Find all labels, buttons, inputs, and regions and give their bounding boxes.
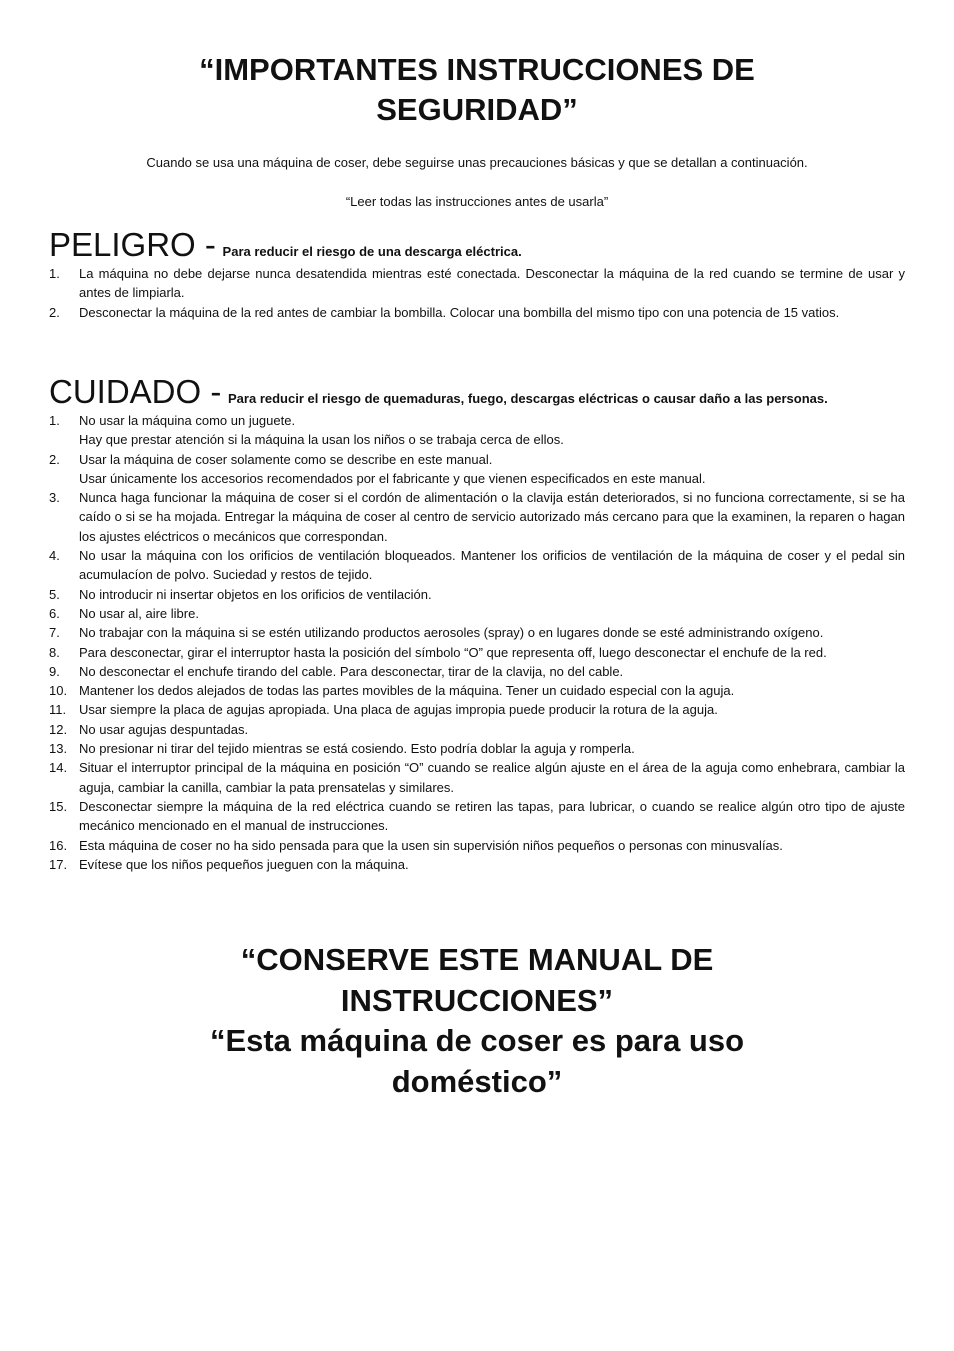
list-item-number: 2. [49, 451, 60, 467]
list-item-line: Desconectar siempre la máquina de la red eléctrica cuando se retiren las tapas, para lubricar, o cuando se realice algún otro tipo de ajuste mecánico mencionado en el manual de instrucciones. [79, 798, 905, 834]
list-item-text [79, 303, 905, 322]
list-item-line: Situar el interruptor principal de la máquina en posición “O” cuando se realice algún ajuste en el área de la aguja como enhebrara, cambiar la aguja, cambiar la canilla, cambiar la pata prensatelas y similares. [79, 760, 905, 795]
list-item-number: 10. [49, 683, 68, 699]
page-title-line: “IMPORTANTES INSTRUCCIONES DE [199, 52, 755, 87]
list-item-text [79, 720, 905, 739]
list-item-text [79, 411, 905, 450]
list-item-number: 17. [49, 856, 68, 872]
list-item-text [79, 855, 905, 874]
list-item [49, 739, 905, 758]
list-item [49, 758, 905, 797]
list-item [49, 546, 905, 585]
list-item-line: No usar la máquina como un juguete. [79, 413, 296, 428]
list-item-line: No usar la máquina con los orificios de ventilación bloqueados. Mantener los orificios de ventilación de la máquina de coser y el pedal sin acumulacíon de polvo. Suciedad y restos de tejido. [79, 548, 905, 583]
list-item [49, 662, 905, 681]
list-item-number: 1. [49, 413, 60, 428]
list-item [49, 855, 905, 874]
list-item-line: No trabajar con la máquina si se estén utilizando productos aerosoles (spray) o en lugares donde se esté administrando oxígeno. [79, 625, 824, 641]
page-title-line: SEGURIDAD” [376, 92, 578, 127]
list-item-number: 8. [49, 644, 60, 660]
intro-quote: “Leer todas las instrucciones antes de usarla” [345, 194, 609, 209]
list-item-number: 4. [49, 548, 60, 564]
list-item-text [79, 662, 905, 681]
list-item-number: 7. [49, 625, 60, 641]
list-item-text [79, 604, 905, 623]
list-item-text [79, 836, 905, 855]
list-item-text [79, 681, 905, 700]
list-item-line: No usar al, aire libre. [79, 605, 199, 621]
list-item-text [79, 264, 905, 303]
list-item-number: 9. [49, 663, 60, 679]
cuidado-heading-label: CUIDADO - [49, 373, 222, 410]
list-item-line: Mantener los dedos alejados de todas las partes movibles de la máquina. Tener un cuidado especial con la aguja. [79, 683, 735, 699]
list-item [49, 700, 905, 719]
peligro-section [49, 226, 905, 322]
closing-notice [0, 940, 954, 1102]
closing-line: doméstico” [391, 1063, 563, 1099]
list-item-number: 6. [49, 605, 60, 621]
peligro-heading-subtitle: Para reducir el riesgo de una descarga eléctrica. [222, 244, 522, 259]
list-item-line: Esta máquina de coser no ha sido pensada para que la usen sin supervisión niños pequeños o personas con minusvalías. [79, 837, 783, 853]
list-item-line: No desconectar el enchufe tirando del cable. Para desconectar, tirar de la clavija, no del cable. [79, 663, 624, 679]
list-item [49, 411, 905, 450]
peligro-list [49, 264, 905, 322]
list-item [49, 623, 905, 642]
list-item-line: No introducir ni insertar objetos en los orificios de ventilación. [79, 586, 432, 602]
list-item [49, 643, 905, 662]
list-item-line: No presionar ni tirar del tejido mientras se está cosiendo. Esto podría doblar la aguja y romperla. [79, 741, 635, 757]
list-item [49, 681, 905, 700]
list-item-number: 16. [49, 837, 68, 853]
list-item-line: Evítese que los niños pequeños jueguen con la máquina. [79, 856, 409, 872]
list-item-text [79, 643, 905, 662]
list-item [49, 797, 905, 836]
list-item-text [79, 700, 905, 719]
cuidado-heading [49, 373, 905, 411]
list-item-number: 11. [49, 702, 67, 718]
list-item-number: 12. [49, 721, 68, 737]
list-item-line: No usar agujas despuntadas. [79, 721, 249, 737]
list-item-text [79, 488, 905, 546]
list-item-text [79, 623, 905, 642]
peligro-heading [49, 226, 905, 264]
list-item [49, 303, 905, 322]
page-title [0, 50, 954, 130]
list-item-line: Usar siempre la placa de agujas apropiada. Una placa de agujas impropia puede producir la rotura de la aguja. [79, 702, 718, 718]
closing-line: INSTRUCCIONES” [340, 982, 614, 1018]
list-item-text [79, 739, 905, 758]
list-item [49, 585, 905, 604]
list-item [49, 450, 905, 489]
list-item [49, 604, 905, 623]
list-item-line: Desconectar la máquina de la red antes de cambiar la bombilla. Colocar una bombilla del mismo tipo con una potencia de 15 vatios. [79, 304, 840, 320]
list-item-number: 5. [49, 586, 60, 602]
list-item-number: 14. [49, 760, 68, 776]
closing-line: “CONSERVE ESTE MANUAL DE [240, 942, 714, 977]
cuidado-heading-subtitle: Para reducir el riesgo de quemaduras, fuego, descargas eléctricas o causar daño a las personas. [228, 391, 828, 406]
intro-text: Cuando se usa una máquina de coser, debe seguirse unas precauciones básicas y que se detallan a continuación. [146, 155, 808, 170]
list-item-text [79, 546, 905, 585]
list-item-line: Hay que prestar atención si la máquina la usan los niños o se trabaja cerca de ellos. [79, 432, 564, 448]
list-item-line: Nunca haga funcionar la máquina de coser si el cordón de alimentación o la clavija están deteriorados, si no funciona correctamente, si se ha caído o si se ha mojada. Entregar la máquina de coser al centro de servicio autorizado más cercano para que la examinen, la reparen o hagan los ajustes eléctricos o mecánicos que correspondan. [79, 490, 905, 544]
cuidado-section [49, 373, 905, 874]
list-item-text [79, 797, 905, 836]
list-item-number: 3. [49, 490, 60, 506]
list-item-line: Para desconectar, girar el interruptor hasta la posición del símbolo “O” que representa off, luego desconectar el enchufe de la red. [79, 644, 827, 660]
list-item-number: 1. [49, 266, 60, 281]
list-item-line: Usar la máquina de coser solamente como se describe en este manual. [79, 451, 493, 467]
closing-line: “Esta máquina de coser es para uso [209, 1023, 745, 1058]
peligro-heading-label: PELIGRO - [49, 226, 216, 263]
list-item-number: 15. [49, 798, 68, 814]
list-item-number: 2. [49, 304, 60, 320]
list-item-line: La máquina no debe dejarse nunca desatendida mientras esté conectada. Desconectar la máquina de la red cuando se termine de usar y antes de limpiarla. [79, 266, 905, 301]
list-item-text [79, 758, 905, 797]
list-item-text [79, 585, 905, 604]
list-item-text [79, 450, 905, 489]
list-item-line: Usar únicamente los accesorios recomendados por el fabricante y que vienen especificados en este manual. [79, 470, 706, 486]
list-item [49, 488, 905, 546]
list-item-number: 13. [49, 741, 68, 757]
list-item [49, 720, 905, 739]
cuidado-list [49, 411, 905, 874]
list-item [49, 264, 905, 303]
list-item [49, 836, 905, 855]
